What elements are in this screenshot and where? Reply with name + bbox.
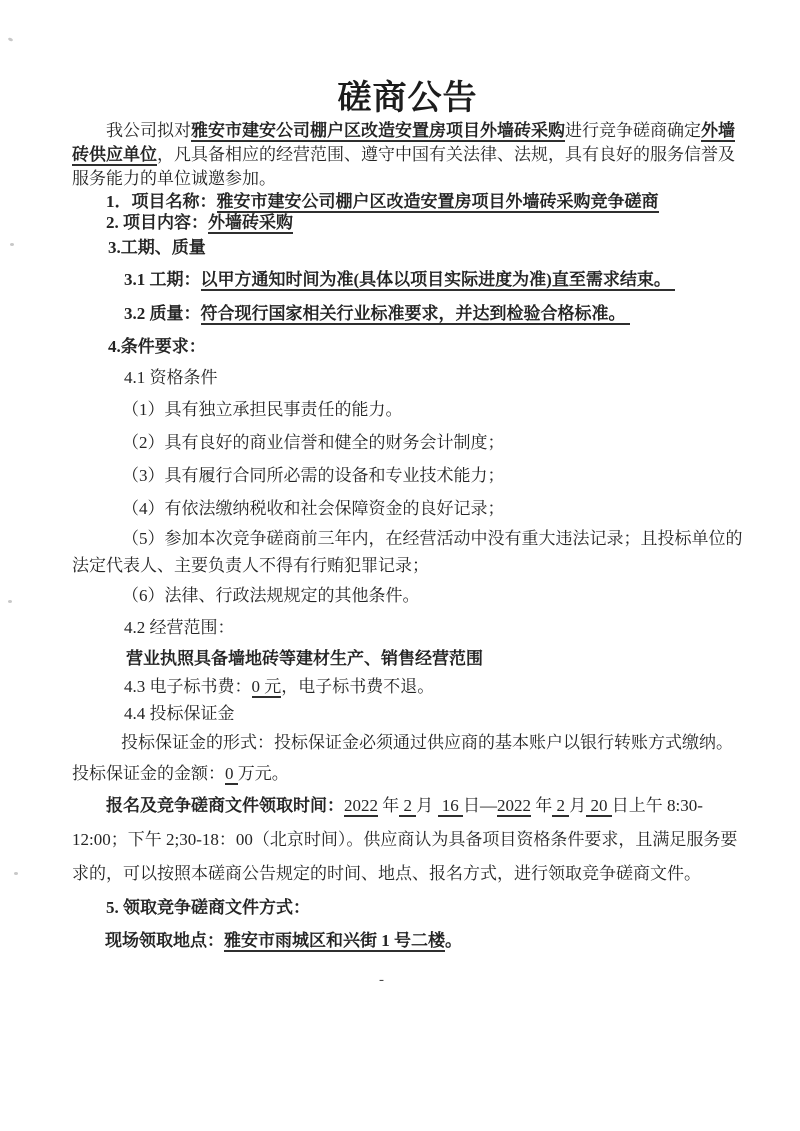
clause-6 — [72, 579, 743, 612]
heading-5-obtain-method-segment: 5. 领取竞争磋商文件方式： — [106, 898, 310, 917]
clause-4-segment: （4）有依法缴纳税收和社会保障资金的良好记录； — [122, 499, 505, 518]
item-4-1-qualification — [72, 362, 743, 393]
page-footer-mark: - — [379, 972, 384, 988]
item-2-project-content-segment: 2. 项目内容： — [106, 213, 208, 232]
item-2-project-content — [72, 212, 743, 233]
item-3-2-quality-segment: 符合现行国家相关行业标准要求，并达到检验合格标准。 — [200, 304, 630, 323]
deposit-form-paragraph-segment: 万元。 — [237, 764, 289, 783]
document-title: 磋商公告 — [337, 80, 478, 117]
signup-time-paragraph-segment: 20 — [586, 796, 612, 815]
intro-paragraph-segment: 进行竞争磋商确定 — [565, 121, 701, 140]
onsite-location — [72, 924, 743, 957]
item-4-3-bid-document-fee-segment: ，电子标书费不退。 — [281, 677, 435, 696]
signup-time-paragraph-segment: 2 — [399, 796, 417, 815]
business-scope-value — [72, 643, 743, 674]
item-3-2-quality — [72, 297, 743, 331]
clause-3-segment: （3）具有履行合同所必需的设备和专业技术能力； — [122, 466, 505, 485]
item-1-project-name-segment: 1．项目名称： — [106, 192, 217, 211]
signup-time-paragraph-segment: 2022 — [344, 796, 378, 815]
signup-time-paragraph-segment: 年 — [378, 796, 400, 815]
item-1-project-name — [72, 191, 743, 212]
scan-speck — [8, 600, 12, 603]
scan-speck — [10, 243, 14, 246]
signup-time-paragraph-segment: 2022 — [497, 796, 531, 815]
signup-time-paragraph-segment: 日上午 8:30-12:00；下午 2;30-18：00（北京时间）。供应商认为具备项目资格条件要求，且满足服务要求的，可以按照本磋商公告规定的时间、地点、报名方式，进行领取竞争磋商文件。 — [72, 796, 738, 883]
intro-paragraph-segment: 我公司拟对 — [106, 121, 191, 140]
scan-speck — [8, 37, 14, 42]
item-2-project-content-segment: 外墙砖采购 — [208, 213, 293, 232]
clause-5 — [72, 525, 743, 579]
item-1-project-name-segment: 雅安市建安公司棚户区改造安置房项目外墙砖采购竞争磋商 — [216, 192, 659, 211]
clause-5-segment: （5）参加本次竞争磋商前三年内，在经营活动中没有重大违法记录；且投标单位的法定代表人、主要负责人不得有行贿犯罪记录； — [72, 529, 743, 575]
heading-4-requirements-segment: 4.条件要求： — [108, 337, 206, 356]
scan-speck — [14, 872, 18, 875]
intro-paragraph-segment: ，凡具备相应的经营范围、遵守中国有关法律、法规，具有良好的服务信誉及服务能力的单位诚邀参加。 — [72, 145, 735, 188]
clause-4 — [72, 492, 743, 525]
clause-2 — [72, 426, 743, 459]
item-4-3-bid-document-fee — [72, 674, 743, 700]
deposit-form-paragraph — [72, 727, 743, 789]
signup-time-paragraph-segment: 日— — [463, 796, 497, 815]
heading-5-obtain-method — [72, 891, 743, 924]
clause-3 — [72, 459, 743, 492]
item-4-2-business-scope — [72, 612, 743, 643]
signup-time-paragraph-segment: 月 — [569, 796, 587, 815]
document-body — [72, 119, 743, 957]
signup-time-paragraph-segment: 月 — [416, 796, 438, 815]
signup-time-paragraph-segment: 年 — [531, 796, 553, 815]
item-3-1-schedule-segment: 以甲方通知时间为准(具体以项目实际进度为准)直至需求结束。 — [200, 270, 676, 289]
clause-2-segment: （2）具有良好的商业信誉和健全的财务会计制度； — [122, 433, 505, 452]
intro-paragraph-segment: 雅安市建安公司棚户区改造安置房项目外墙砖采购 — [191, 121, 565, 140]
item-4-4-bid-deposit-segment: 4.4 投标保证金 — [124, 704, 235, 723]
item-4-3-bid-document-fee-segment: 0 元 — [251, 677, 282, 696]
signup-time-paragraph — [72, 789, 743, 891]
business-scope-value-segment: 营业执照具备墙地砖等建材生产、销售经营范围 — [126, 649, 483, 668]
item-4-4-bid-deposit — [72, 700, 743, 727]
item-4-1-qualification-segment: 4.1 资格条件 — [124, 368, 218, 387]
deposit-form-paragraph-segment: 0 — [225, 764, 238, 783]
item-3-2-quality-segment: 3.2 质量： — [124, 304, 201, 323]
onsite-location-segment: 现场领取地点： — [105, 931, 224, 950]
item-4-3-bid-document-fee-segment: 4.3 电子标书费： — [124, 677, 252, 696]
item-4-2-business-scope-segment: 4.2 经营范围： — [124, 618, 235, 637]
item-3-1-schedule-segment: 3.1 工期： — [124, 270, 201, 289]
onsite-location-segment: 雅安市雨城区和兴街 1 号二楼 — [224, 931, 445, 950]
signup-time-paragraph-segment: 2 — [552, 796, 570, 815]
intro-paragraph-segment: 外墙砖供应单位 — [72, 121, 735, 164]
clause-6-segment: （6）法律、行政法规规定的其他条件。 — [122, 586, 420, 605]
intro-paragraph — [72, 119, 743, 191]
heading-4-requirements — [72, 331, 743, 362]
deposit-form-paragraph-segment: 投标保证金的形式：投标保证金必须通过供应商的基本账户以银行转账方式缴纳。投标保证金的金额： — [72, 733, 733, 783]
item-3-1-schedule — [72, 263, 743, 297]
heading-3-schedule-quality-segment: 3.工期、质量 — [108, 238, 206, 257]
signup-time-paragraph-segment: 16 — [437, 796, 463, 815]
heading-3-schedule-quality — [72, 233, 743, 263]
clause-1-segment: （1）具有独立承担民事责任的能力。 — [122, 400, 403, 419]
clause-1 — [72, 393, 743, 426]
signup-time-paragraph-segment: 报名及竞争磋商文件领取时间： — [106, 796, 344, 815]
onsite-location-segment: 。 — [445, 931, 462, 950]
